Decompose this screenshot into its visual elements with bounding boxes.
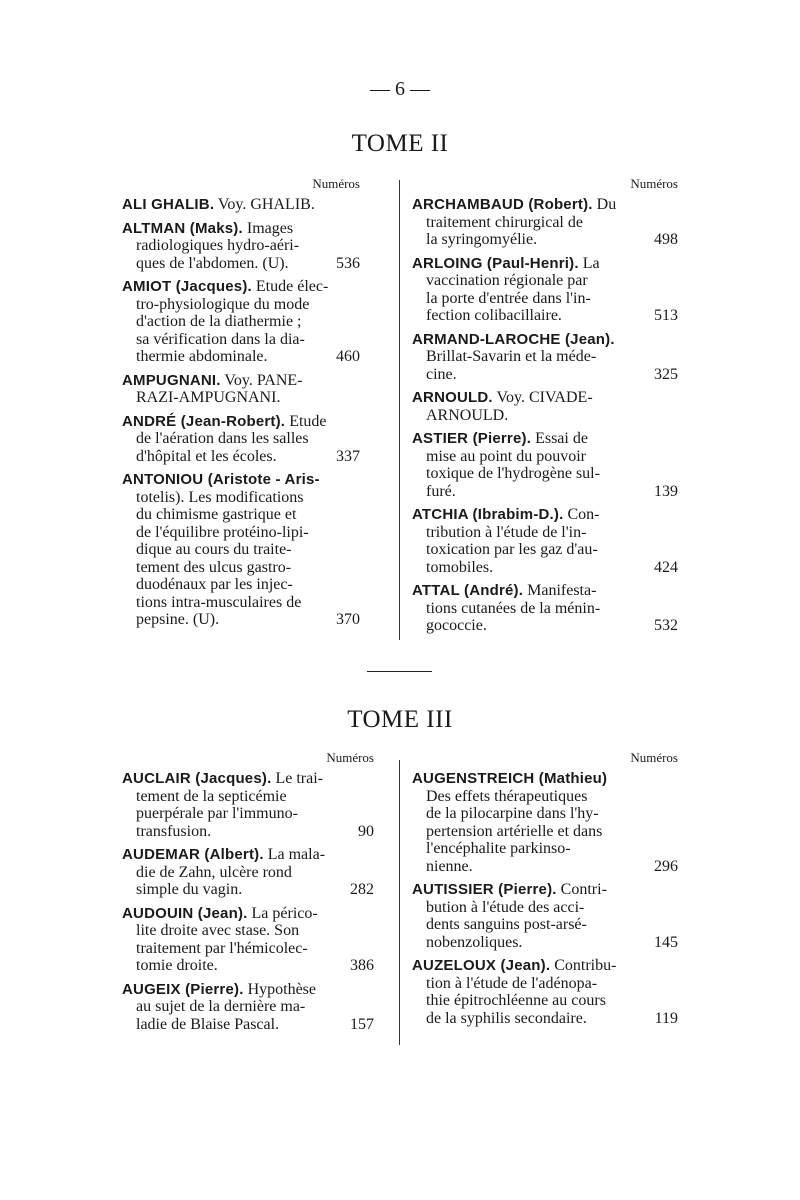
index-entry: [122, 196, 360, 214]
entry-text: la porte d'entrée dans l'in-: [426, 289, 591, 307]
entry-line: [412, 366, 678, 384]
entry-line: [412, 823, 678, 841]
tome-iii-right-column: [412, 750, 678, 1033]
entry-line: [412, 992, 678, 1010]
thesis-number: 119: [654, 1009, 678, 1027]
entry-text: transfusion.: [136, 822, 212, 840]
entry-text: Contribu-: [554, 957, 617, 974]
entry-text: sa vérification dans la dia-: [136, 330, 305, 348]
entry-text: Brillat-Savarin et la méde-: [426, 348, 597, 365]
author-name: AUDEMAR (Albert).: [122, 846, 264, 863]
thesis-number: 386: [350, 957, 374, 974]
thesis-number: 337: [336, 447, 360, 465]
thesis-number: 498: [654, 231, 678, 248]
entry-text: de l'équilibre protéino-lipi-: [136, 523, 309, 541]
entry-text: Etude élec-: [255, 278, 329, 295]
author-name: AUZELOUX (Jean).: [412, 957, 551, 974]
thesis-number: 139: [654, 482, 678, 500]
entry-text: RAZI-AMPUGNANI.: [136, 389, 281, 406]
index-entry: [122, 770, 374, 840]
entry-line: [122, 413, 360, 431]
entry-text: Essai de: [535, 430, 588, 447]
entry-line: [412, 957, 678, 975]
numeros-label: Numéros: [630, 750, 678, 765]
entry-text: nienne.: [426, 857, 473, 875]
entry-line: [412, 272, 678, 290]
entry-line: [122, 331, 360, 349]
entry-line: [122, 788, 374, 806]
entry-line: [412, 916, 678, 934]
entry-text: tions cutanées de la ménin-: [426, 599, 601, 617]
entry-text: La: [582, 254, 600, 272]
author-name: AUTISSIER (Pierre).: [412, 881, 557, 898]
entry-text: lite droite avec stase. Son: [136, 922, 300, 939]
thesis-number: 282: [350, 881, 374, 898]
entry-text: totelis). Les modifications: [136, 488, 304, 506]
index-entry: [412, 389, 678, 424]
index-entry: [412, 506, 678, 576]
entry-text: Manifesta-: [527, 582, 597, 599]
thesis-number: 157: [350, 1015, 374, 1033]
entry-line: [412, 196, 678, 214]
entry-line: [122, 296, 360, 314]
entry-text: Images: [246, 219, 294, 237]
entry-text: Voy. PANE-: [224, 371, 303, 389]
entry-line: [122, 905, 374, 923]
thesis-number: 325: [654, 365, 678, 383]
entry-line: [412, 840, 678, 858]
entry-line: [412, 214, 678, 232]
entry-text: dique au cours du traite-: [136, 541, 292, 558]
entry-line: [122, 864, 374, 882]
thesis-number: 460: [336, 348, 360, 365]
section-title-tome-ii: TOME II: [351, 130, 449, 157]
author-name: ALTMAN (Maks).: [122, 219, 243, 237]
entry-line: [122, 576, 360, 594]
entry-line: [412, 255, 678, 273]
index-entry: [412, 255, 678, 325]
entry-text: tomobiles.: [426, 558, 494, 576]
entry-line: [122, 940, 374, 958]
entry-line: [122, 981, 374, 999]
entry-line: [412, 582, 678, 600]
entry-line: [122, 196, 360, 214]
entry-text: d'action de la diathermie ;: [136, 313, 302, 330]
entry-line: [122, 611, 360, 629]
entry-line: [412, 430, 678, 448]
index-entry: [122, 372, 360, 407]
author-name: ATCHIA (Ibrabim-D.).: [412, 506, 564, 523]
entry-line: [122, 541, 360, 559]
thesis-number: 296: [654, 857, 678, 875]
entry-text: pertension artérielle et dans: [426, 822, 603, 840]
thesis-number: 90: [358, 822, 374, 840]
entry-text: au sujet de la dernière ma-: [136, 998, 306, 1015]
thesis-number: 145: [654, 933, 678, 951]
entry-line: [412, 407, 678, 425]
author-name: AUCLAIR (Jacques).: [122, 770, 272, 787]
author-name: AUGEIX (Pierre).: [122, 980, 244, 998]
entry-line: [122, 922, 374, 940]
entry-text: de la pilocarpine dans l'hy-: [426, 805, 599, 822]
entry-text: bution à l'étude des acci-: [426, 898, 585, 916]
numeros-label: Numéros: [630, 176, 678, 191]
entry-line: [122, 372, 360, 390]
entry-text: Con-: [567, 506, 600, 523]
entry-line: [412, 448, 678, 466]
entry-text: d'hôpital et les écoles.: [136, 447, 277, 465]
entry-line: [122, 998, 374, 1016]
entry-text: gococcie.: [426, 617, 487, 634]
entry-text: furé.: [426, 482, 456, 500]
entry-text: mise au point du pouvoir: [426, 447, 586, 465]
thesis-number: 532: [654, 617, 678, 634]
entry-text: thie épitrochléenne au cours: [426, 992, 606, 1009]
entry-line: [122, 823, 374, 841]
entry-text: l'encéphalite parkinso-: [426, 840, 571, 857]
entry-line: [122, 389, 360, 407]
entry-line: [122, 237, 360, 255]
entry-text: ques de l'abdomen. (U).: [136, 254, 289, 272]
entry-text: fection colibacillaire.: [426, 307, 562, 324]
entry-text: tement des ulcus gastro-: [136, 558, 292, 576]
entry-line: [122, 594, 360, 612]
index-entry: [412, 196, 678, 249]
entry-line: [122, 1016, 374, 1034]
entry-text: tement de la septicémie: [136, 787, 287, 805]
entry-line: [412, 788, 678, 806]
entry-line: [122, 506, 360, 524]
index-entry: [412, 430, 678, 500]
index-entry: [122, 220, 360, 273]
entry-line: [412, 559, 678, 577]
entry-text: cine.: [426, 365, 457, 383]
author-name: ARLOING (Paul-Henri).: [412, 254, 579, 272]
entry-line: [122, 957, 374, 975]
author-name: AUGENSTREICH (Mathieu): [412, 770, 608, 787]
entry-text: tomie droite.: [136, 957, 218, 974]
entry-line: [412, 331, 678, 349]
entry-line: [122, 489, 360, 507]
author-name: ARCHAMBAUD (Robert).: [412, 196, 593, 213]
index-entry: [122, 981, 374, 1034]
entry-text: pepsine. (U).: [136, 611, 220, 628]
tome-ii-left-column: [122, 176, 360, 635]
entry-text: Etude: [289, 412, 327, 430]
entry-line: [122, 559, 360, 577]
entry-text: tribution à l'étude de l'in-: [426, 523, 587, 541]
entry-line: [412, 307, 678, 325]
entry-line: [122, 770, 374, 788]
page-number: — 6 —: [370, 78, 430, 100]
entry-text: thermie abdominale.: [136, 348, 268, 365]
author-name: ARMAND-LAROCHE (Jean).: [412, 330, 615, 348]
entry-text: La mala-: [267, 846, 326, 863]
entry-text: nobenzoliques.: [426, 933, 523, 951]
entry-text: Des effets thérapeutiques: [426, 787, 588, 805]
tome-iii-left-column: [122, 750, 374, 1039]
author-name: ATTAL (André).: [412, 582, 524, 599]
entry-line: [122, 348, 360, 366]
entry-text: toxication par les gaz d'au-: [426, 541, 598, 558]
entry-text: la syringomyélie.: [426, 231, 538, 248]
entry-text: Hypothèse: [247, 980, 317, 998]
entry-line: [122, 524, 360, 542]
entry-text: tions intra-musculaires de: [136, 593, 302, 611]
entry-text: Voy. CIVADE-: [496, 389, 593, 406]
entry-text: vaccination régionale par: [426, 272, 588, 289]
entry-text: ladie de Blaise Pascal.: [136, 1015, 280, 1033]
entry-text: La périco-: [251, 904, 318, 922]
author-name: ARNOULD.: [412, 389, 493, 406]
section-title-tome-iii: TOME III: [347, 706, 453, 733]
entry-text: Du: [596, 196, 617, 213]
column-divider: [399, 760, 400, 1045]
entry-line: [412, 617, 678, 635]
entry-line: [412, 975, 678, 993]
entry-text: traitement par l'hémicolec-: [136, 939, 308, 957]
author-name: AMIOT (Jacques).: [122, 278, 252, 295]
entry-text: dents sanguins post-arsé-: [426, 916, 587, 933]
entry-line: [412, 348, 678, 366]
entry-line: [122, 255, 360, 273]
index-entry: [122, 413, 360, 466]
entry-text: Le trai-: [275, 770, 323, 787]
entry-line: [412, 541, 678, 559]
author-name: ALI GHALIB.: [122, 196, 215, 213]
entry-text: toxique de l'hydrogène sul-: [426, 465, 600, 482]
index-entry: [412, 582, 678, 635]
index-entry: [122, 278, 360, 366]
entry-text: de l'aération dans les salles: [136, 430, 309, 447]
thesis-number: 370: [336, 611, 360, 628]
entry-line: [122, 881, 374, 899]
entry-line: [412, 524, 678, 542]
index-entry: [412, 881, 678, 951]
author-name: AMPUGNANI.: [122, 371, 221, 389]
entry-line: [412, 881, 678, 899]
entry-line: [122, 805, 374, 823]
entry-line: [412, 899, 678, 917]
index-entry: [122, 905, 374, 975]
entry-line: [412, 389, 678, 407]
entry-line: [122, 448, 360, 466]
entry-text: du chimisme gastrique et: [136, 506, 297, 523]
entry-text: Contri-: [560, 881, 607, 898]
entry-line: [122, 846, 374, 864]
entry-line: [412, 290, 678, 308]
numeros-label: Numéros: [312, 176, 360, 191]
index-entry: [412, 957, 678, 1027]
thesis-number: 513: [654, 307, 678, 324]
entry-line: [412, 805, 678, 823]
entry-line: [412, 1010, 678, 1028]
entry-text: Voy. GHALIB.: [217, 196, 315, 213]
entry-text: tro-physiologique du mode: [136, 295, 310, 313]
entry-line: [122, 220, 360, 238]
entry-line: [412, 465, 678, 483]
entry-line: [412, 600, 678, 618]
entry-line: [412, 231, 678, 249]
entry-text: de la syphilis secondaire.: [426, 1009, 587, 1027]
author-name: ANTONIOU (Aristote - Aris-: [122, 471, 320, 488]
author-name: ANDRÉ (Jean-Robert).: [122, 412, 286, 430]
entry-line: [412, 934, 678, 952]
thesis-number: 536: [336, 254, 360, 272]
entry-line: [122, 313, 360, 331]
entry-line: [122, 278, 360, 296]
entry-text: die de Zahn, ulcère rond: [136, 863, 292, 881]
entry-text: radiologiques hydro-aéri-: [136, 237, 300, 254]
entry-line: [122, 471, 360, 489]
entry-line: [412, 770, 678, 788]
thesis-number: 424: [654, 558, 678, 576]
author-name: AUDOUIN (Jean).: [122, 904, 248, 922]
section-separator: [367, 671, 432, 672]
numeros-label: Numéros: [326, 750, 374, 765]
index-entry: [412, 331, 678, 384]
entry-text: simple du vagin.: [136, 881, 243, 898]
entry-text: ARNOULD.: [426, 406, 509, 424]
entry-line: [412, 506, 678, 524]
entry-text: puerpérale par l'immuno-: [136, 805, 298, 822]
entry-text: duodénaux par les injec-: [136, 576, 293, 593]
entry-text: traitement chirurgical de: [426, 213, 583, 231]
entry-line: [412, 858, 678, 876]
entry-line: [412, 483, 678, 501]
column-divider: [399, 180, 400, 640]
author-name: ASTIER (Pierre).: [412, 430, 532, 447]
index-entry: [122, 846, 374, 899]
entry-line: [122, 430, 360, 448]
tome-ii-right-column: [412, 176, 678, 641]
index-entry: [122, 471, 360, 629]
index-entry: [412, 770, 678, 875]
entry-text: tion à l'étude de l'adénopa-: [426, 974, 598, 992]
